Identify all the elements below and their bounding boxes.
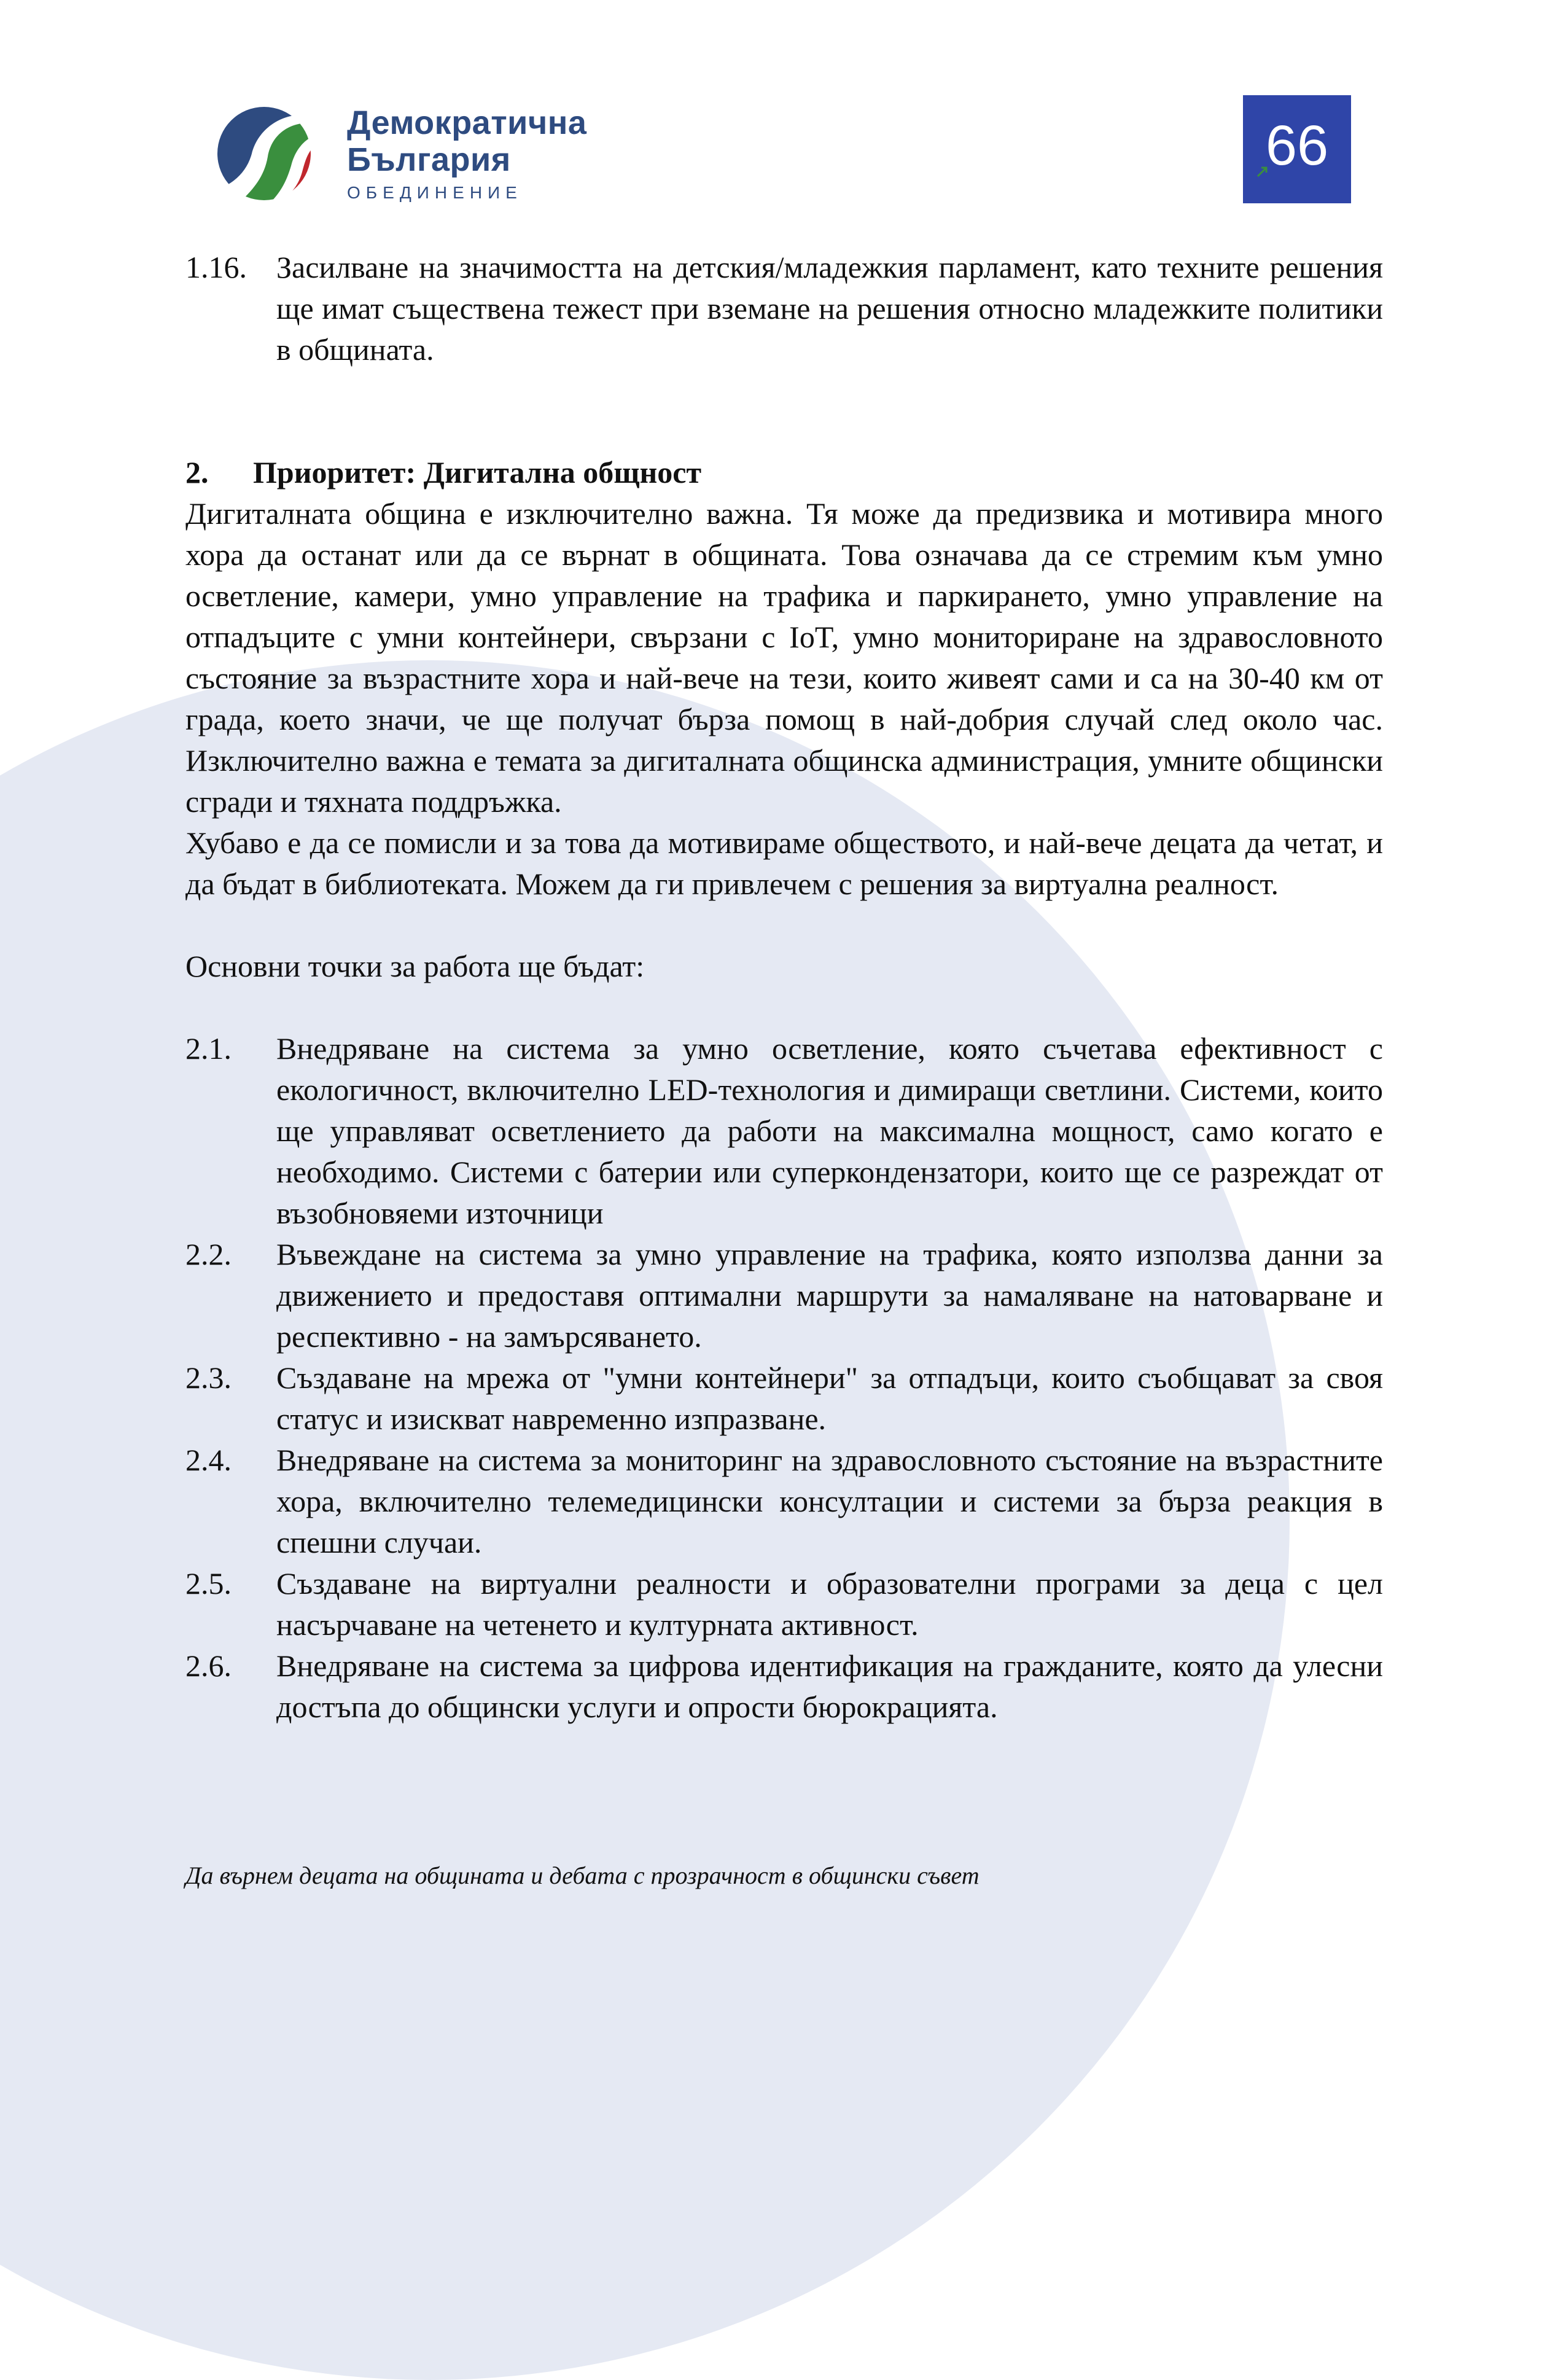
list-item: [185, 1028, 1383, 1234]
item-number: 2.3.: [185, 1360, 232, 1395]
list-item: [185, 1234, 1383, 1357]
item-text: Въвеждане на система за умно управление на трафика, която използва данни за движението и предоставя оптимални маршрути за намаляване на натоварване и респективно - на замърсяването.: [276, 1237, 1383, 1354]
page-number: 66: [1265, 114, 1329, 177]
item-number: 2.5.: [185, 1566, 232, 1601]
item-text: Засилване на значимостта на детския/младежкия парламент, като техните решения ще имат съществена тежест при вземане на решения относно младежките политики в общината.: [276, 250, 1383, 367]
item-text: Внедряване на система за умно осветление, която съчетава ефективност с екологичност, включително LED-технология и димиращи светлини. Системи, които ще управляват осветлението да работи на максимална мощност, само когато е необходимо. Системи с батерии или суперкондензатори, които ще се разреждат от възобновяеми източници: [276, 1031, 1383, 1230]
list-item: [185, 247, 1383, 370]
logo-emblem-icon: [215, 104, 313, 203]
section-number: 2.: [185, 455, 209, 490]
list-item: [185, 1440, 1383, 1563]
document-body: [185, 247, 1383, 1728]
item-number: 1.16.: [185, 250, 247, 284]
item-number: 2.6.: [185, 1648, 232, 1683]
logo: [215, 104, 657, 209]
paragraph: Хубаво е да се помисли и за това да мотивираме обществото, и най-вече децата да четат, и да бъдат в библиотеката. Можем да ги привлечем с решения за виртуална реалност.: [185, 825, 1383, 901]
item-text: Внедряване на система за цифрова идентификация на гражданите, която да улесни достъпа до общински услуги и опрости бюрокрацията.: [276, 1648, 1383, 1724]
list-item: [185, 1645, 1383, 1728]
item-number: 2.1.: [185, 1031, 232, 1066]
list-item: [185, 1563, 1383, 1645]
section-heading: [185, 452, 1383, 493]
points-list: [185, 1028, 1383, 1728]
logo-line-1: Демократична: [347, 104, 587, 141]
page-number-badge: [1243, 95, 1351, 203]
paragraph: Дигиталната община е изключително важна. Тя може да предизвика и мотивира много хора да останат или да се върнат в общината. Това означава да се стремим към умно осветление, камери, умно управление на трафика и паркирането, умно управление на отпадъците с умни контейнери, свързани с IoT, умно мониториране на здравословното състояние за възрастните хора и най-вече на тези, които живеят сами и са на 30-40 км от града, което значи, че ще получат бърза помощ в най-добрия случай след около час. Изключително важна е темата за дигиталната общинска администрация, умните общински сгради и тяхната поддръжка.: [185, 496, 1383, 819]
item-number: 2.4.: [185, 1443, 232, 1477]
item-text: Внедряване на система за мониторинг на здравословното състояние на възрастните хора, включително телемедицински консултации и системи за бърза реакция в спешни случаи.: [276, 1443, 1383, 1559]
points-intro: Основни точки за работа ще бъдат:: [185, 949, 645, 983]
footer-slogan: Да върнем децата на общината и дебата с прозрачност в общински съвет: [185, 1862, 980, 1889]
logo-subtitle: ОБЕДИНЕНИЕ: [347, 183, 523, 202]
section-title: Приоритет: Дигитална общност: [253, 455, 702, 490]
item-number: 2.2.: [185, 1237, 232, 1271]
list-item: [185, 1357, 1383, 1440]
logo-line-2: България: [347, 141, 511, 178]
arrow-up-right-icon: [1255, 164, 1270, 179]
item-text: Създаване на виртуални реалности и образователни програми за деца с цел насърчаване на четенето и културната активност.: [276, 1566, 1383, 1642]
item-text: Създаване на мрежа от "умни контейнери" за отпадъци, които съобщават за своя статус и изискват навременно изпразване.: [276, 1360, 1383, 1436]
